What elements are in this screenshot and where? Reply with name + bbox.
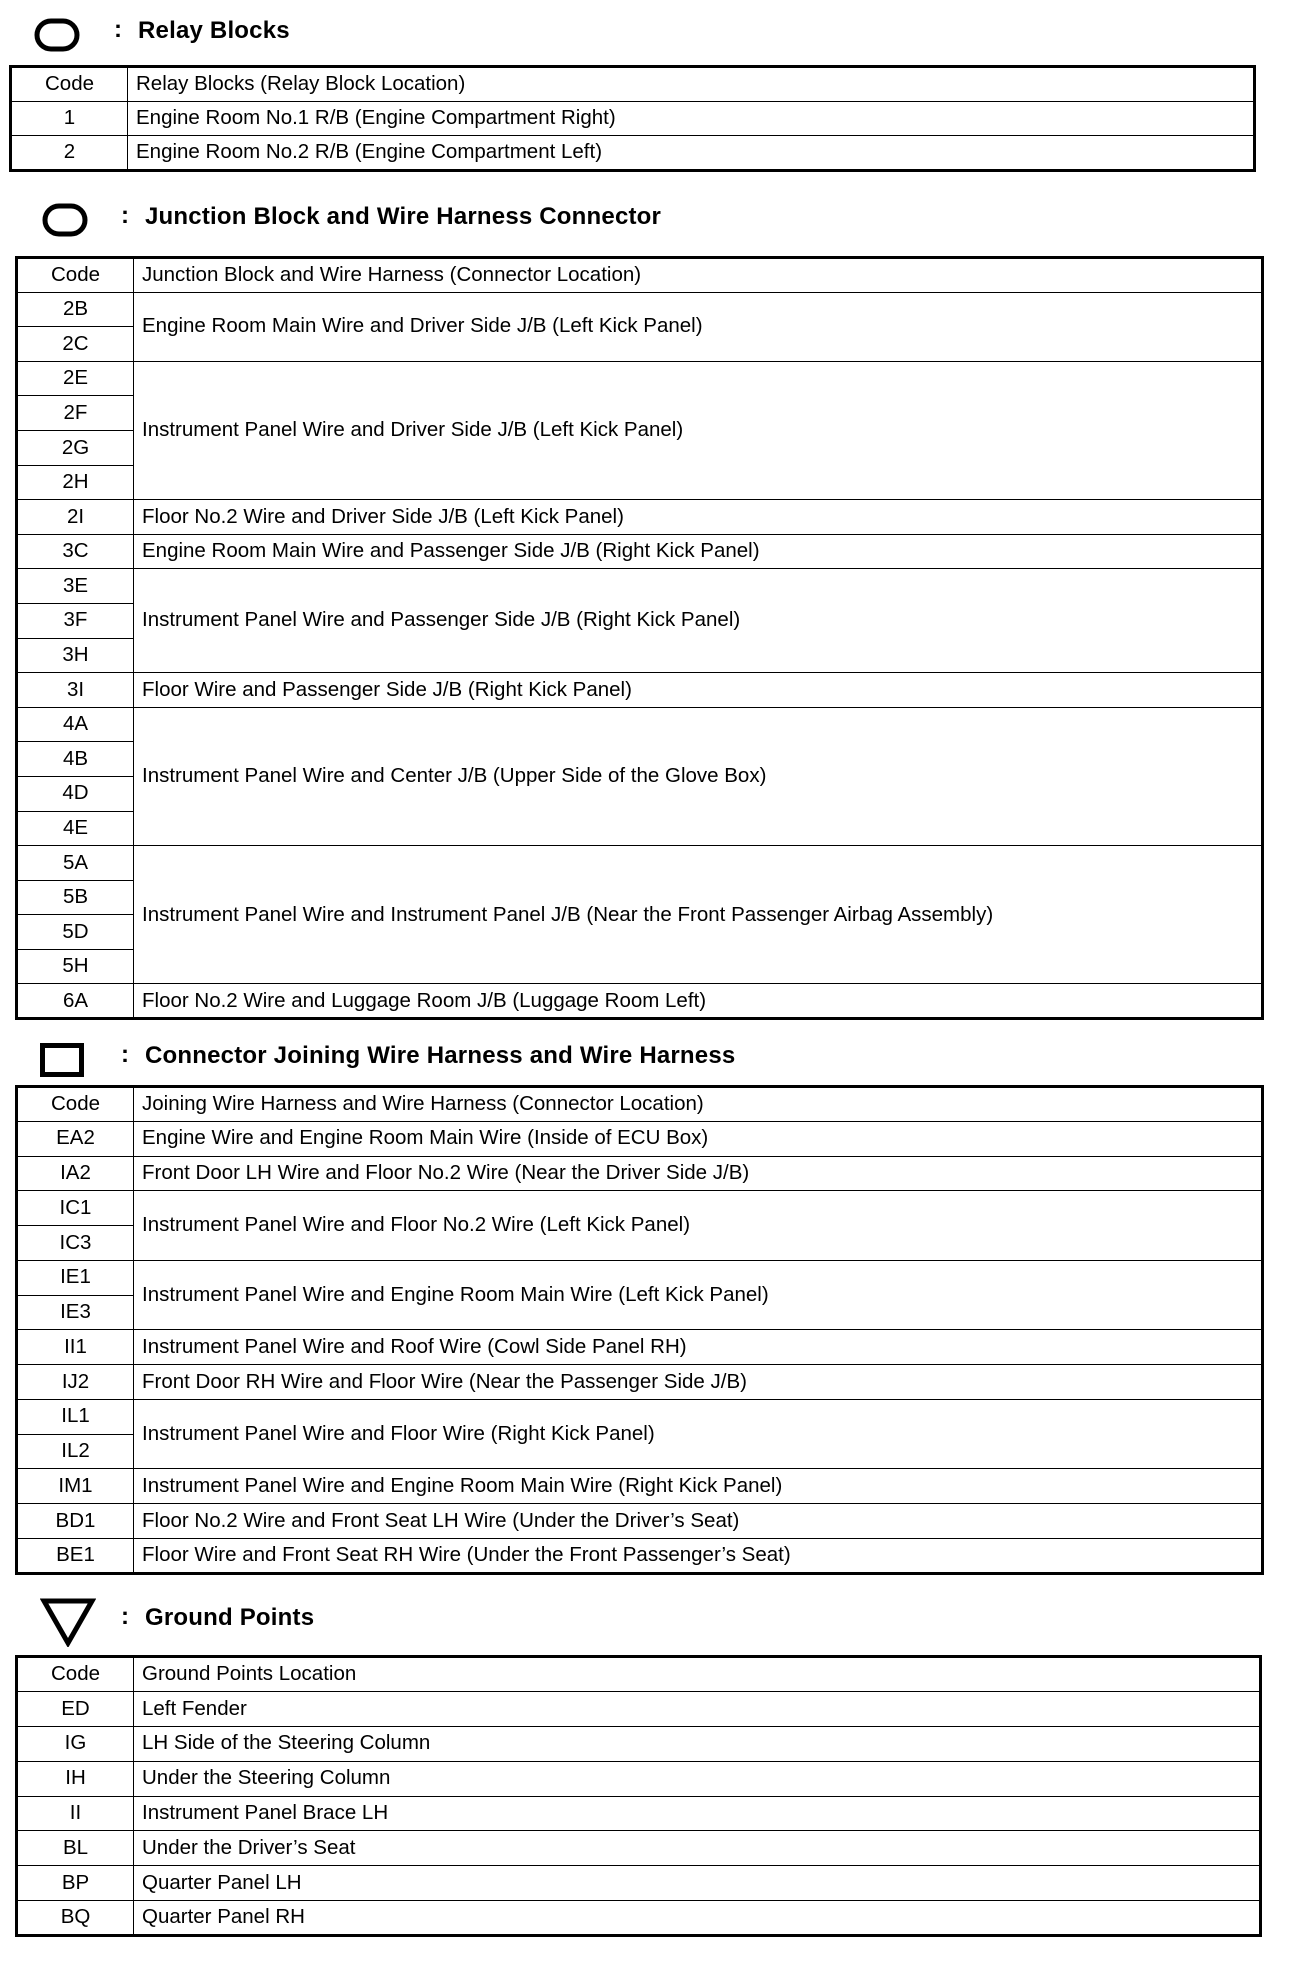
code-cell: BQ [17,1901,134,1936]
location-cell: Engine Room Main Wire and Driver Side J/B (Left Kick Panel) [134,292,1263,361]
code-cell: 2G [17,430,134,465]
section-title: Junction Block and Wire Harness Connector [145,203,662,230]
code-cell: 4B [17,742,134,777]
code-cell: 4D [17,776,134,811]
code-cell: BD1 [17,1504,134,1539]
location-cell: Floor Wire and Passenger Side J/B (Right Kick Panel) [134,673,1263,708]
header-location-cell: Relay Blocks (Relay Block Location) [128,67,1255,102]
location-cell: Under the Steering Column [134,1761,1261,1796]
code-cell: 5D [17,915,134,950]
location-cell: Floor Wire and Front Seat RH Wire (Under the Front Passenger’s Seat) [134,1538,1263,1573]
code-cell: IC3 [17,1226,134,1261]
location-cell: Engine Wire and Engine Room Main Wire (Inside of ECU Box) [134,1121,1263,1156]
code-cell: 5A [17,846,134,881]
table-row [17,534,1263,569]
location-cell: Instrument Panel Wire and Instrument Panel J/B (Near the Front Passenger Airbag Assembly) [134,846,1263,984]
table-row [17,1191,1263,1226]
table-row [11,101,1255,136]
code-cell: BP [17,1866,134,1901]
header-location-cell: Ground Points Location [134,1657,1261,1692]
table-row [11,136,1255,171]
location-cell: Engine Room No.1 R/B (Engine Compartment Right) [128,101,1255,136]
code-cell: 4E [17,811,134,846]
table-header-row [17,1087,1263,1122]
code-cell: 4A [17,707,134,742]
section-title: Ground Points [145,1604,315,1631]
relay-blocks-table [9,65,1256,172]
table-row [17,1365,1263,1400]
code-cell: 3H [17,638,134,673]
section-title: Connector Joining Wire Harness and Wire Harness [145,1042,736,1069]
code-cell: 3F [17,603,134,638]
table-row [17,1330,1263,1365]
table-row [17,361,1263,396]
location-cell: LH Side of the Steering Column [134,1726,1261,1761]
location-cell: Instrument Panel Wire and Roof Wire (Cowl Side Panel RH) [134,1330,1263,1365]
code-cell: 2C [17,327,134,362]
code-cell: IE3 [17,1295,134,1330]
header-code-cell: Code [11,67,128,102]
code-cell: II1 [17,1330,134,1365]
down-triangle-icon [40,1597,96,1647]
header-location-cell: Joining Wire Harness and Wire Harness (Connector Location) [134,1087,1263,1122]
location-cell: Instrument Panel Wire and Center J/B (Upper Side of the Glove Box) [134,707,1263,845]
location-cell: Instrument Panel Brace LH [134,1796,1261,1831]
code-cell: BE1 [17,1538,134,1573]
table-row [17,569,1263,604]
code-cell: 1 [11,101,128,136]
code-cell: 2 [11,136,128,171]
location-cell: Quarter Panel LH [134,1866,1261,1901]
location-cell: Instrument Panel Wire and Engine Room Main Wire (Right Kick Panel) [134,1469,1263,1504]
table-row [17,500,1263,535]
code-cell: IH [17,1761,134,1796]
location-cell: Floor No.2 Wire and Driver Side J/B (Left Kick Panel) [134,500,1263,535]
table-row [17,1691,1261,1726]
code-cell: IC1 [17,1191,134,1226]
table-row [17,1901,1261,1936]
code-cell: 5H [17,949,134,984]
location-cell: Floor No.2 Wire and Front Seat LH Wire (Under the Driver’s Seat) [134,1504,1263,1539]
section-title: Relay Blocks [138,17,290,44]
location-cell: Instrument Panel Wire and Passenger Side J/B (Right Kick Panel) [134,569,1263,673]
junction-blocks-table [15,256,1264,1020]
table-row [17,846,1263,881]
location-cell: Instrument Panel Wire and Engine Room Main Wire (Left Kick Panel) [134,1260,1263,1330]
header-colon: : [121,202,129,229]
header-location-cell: Junction Block and Wire Harness (Connector Location) [134,258,1263,293]
table-row [17,1121,1263,1156]
table-row [17,1399,1263,1434]
code-cell: IA2 [17,1156,134,1191]
code-cell: 3C [17,534,134,569]
location-cell: Engine Room Main Wire and Passenger Side J/B (Right Kick Panel) [134,534,1263,569]
code-cell: IE1 [17,1260,134,1295]
header-code-cell: Code [17,1657,134,1692]
code-cell: IL1 [17,1399,134,1434]
header-colon: : [114,16,122,43]
rounded-oval-icon [42,203,88,237]
code-cell: IL2 [17,1434,134,1469]
code-cell: 6A [17,984,134,1019]
code-cell: 2B [17,292,134,327]
header-colon: : [121,1041,129,1068]
header-code-cell: Code [17,1087,134,1122]
table-row [17,1796,1261,1831]
ground-points-table [15,1655,1262,1937]
location-cell: Quarter Panel RH [134,1901,1261,1936]
code-cell: 3E [17,569,134,604]
table-row [17,1866,1261,1901]
code-cell: 2I [17,500,134,535]
table-row [17,1504,1263,1539]
table-row [17,673,1263,708]
location-cell: Instrument Panel Wire and Driver Side J/B (Left Kick Panel) [134,361,1263,499]
code-cell: II [17,1796,134,1831]
code-cell: 3I [17,673,134,708]
rounded-oval-icon [34,18,80,52]
code-cell: BL [17,1831,134,1866]
table-row [17,292,1263,327]
location-cell: Under the Driver’s Seat [134,1831,1261,1866]
table-row [17,707,1263,742]
header-colon: : [121,1603,129,1630]
table-row [17,1260,1263,1295]
table-row [17,984,1263,1019]
location-cell: Instrument Panel Wire and Floor Wire (Right Kick Panel) [134,1399,1263,1469]
table-header-row [17,258,1263,293]
connectors-table [15,1085,1264,1575]
rectangle-icon [40,1043,84,1077]
location-cell: Floor No.2 Wire and Luggage Room J/B (Luggage Room Left) [134,984,1263,1019]
code-cell: 2E [17,361,134,396]
table-row [17,1469,1263,1504]
header-code-cell: Code [17,258,134,293]
code-cell: IM1 [17,1469,134,1504]
table-row [17,1538,1263,1573]
code-cell: 5B [17,880,134,915]
table-row [17,1831,1261,1866]
code-cell: 2F [17,396,134,431]
code-cell: IJ2 [17,1365,134,1400]
table-row [17,1726,1261,1761]
location-cell: Front Door RH Wire and Floor Wire (Near the Passenger Side J/B) [134,1365,1263,1400]
location-cell: Instrument Panel Wire and Floor No.2 Wire (Left Kick Panel) [134,1191,1263,1261]
table-header-row [17,1657,1261,1692]
table-header-row [11,67,1255,102]
code-cell: IG [17,1726,134,1761]
location-cell: Left Fender [134,1691,1261,1726]
table-row [17,1761,1261,1796]
code-cell: 2H [17,465,134,500]
code-cell: ED [17,1691,134,1726]
location-cell: Front Door LH Wire and Floor No.2 Wire (Near the Driver Side J/B) [134,1156,1263,1191]
table-row [17,1156,1263,1191]
code-cell: EA2 [17,1121,134,1156]
location-cell: Engine Room No.2 R/B (Engine Compartment Left) [128,136,1255,171]
